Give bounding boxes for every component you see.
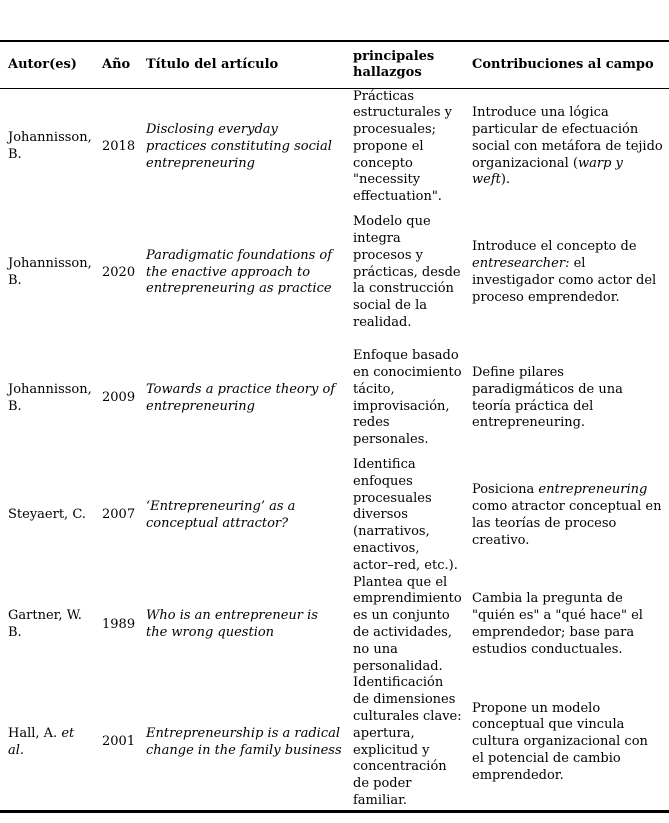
author-cell: Hall, A. et al. [8, 725, 75, 758]
author-cell: Gartner, W. B. [8, 608, 82, 641]
title-cell: ‘Entrepreneuring’ as a conceptual attractor? [146, 499, 296, 531]
title-cell: Entrepreneurship is a radical change in the family business [146, 725, 342, 758]
column-header-year: Año [102, 56, 131, 72]
year-cell: 2009 [102, 390, 136, 406]
findings-cell: Enfoque basado en conocimiento tácito, improvisación, redes personales. [353, 348, 462, 448]
table-row [0, 206, 669, 340]
findings-cell: Modelo que integra procesos y prácticas, desde la construcción social de la realidad. [353, 214, 461, 331]
table-row [0, 340, 669, 457]
year-cell: 2020 [102, 264, 136, 280]
column-header-title: Título del artículo [146, 56, 279, 72]
column-header-author: Autor(es) [8, 56, 77, 72]
table-row [0, 675, 669, 811]
findings-cell: Identifica enfoques procesuales diversos (narrativos, enactivos, actor–red, etc.). [353, 457, 458, 573]
author-cell: Johannisson, B. [8, 130, 92, 163]
title-cell: Who is an entrepreneur is the wrong question [146, 608, 318, 641]
author-cell: Steyaert, C. [8, 507, 86, 523]
table-row [0, 457, 669, 575]
author-cell: Johannisson, B. [8, 381, 92, 414]
title-cell: Towards a practice theory of entrepreneuring [146, 381, 336, 414]
column-header-contributions: Contribuciones al campo [472, 56, 654, 72]
contribution-cell: Introduce el concepto de entresearcher: el investigador como actor del proceso emprendedor. [472, 239, 657, 305]
author-cell: Johannisson, B. [8, 256, 92, 289]
year-cell: 2001 [102, 734, 136, 750]
articles-table [0, 40, 669, 813]
findings-cell: Identificación de dimensiones culturales clave: apertura, explicitud y concentración de poder familiar. [353, 675, 462, 809]
title-cell: Paradigmatic foundations of the enactive approach to entrepreneuring as practice [146, 247, 333, 297]
table-row [0, 575, 669, 676]
table-body [0, 88, 669, 811]
contribution-cell: Propone un modelo conceptual que vincula cultura organizacional con el potencial de cambio emprendedor. [472, 700, 648, 783]
year-cell: 2018 [102, 138, 136, 154]
table-header [0, 41, 669, 88]
contribution-cell: Posiciona entrepreneuring como atractor conceptual en las teorías de proceso creativo. [472, 482, 662, 548]
findings-cell: Plantea que el emprendimiento es un conjunto de actividades, no una personalidad. [353, 574, 462, 674]
contribution-cell: Introduce una lógica particular de efectuación social con metáfora de tejido organizacional (warp y weft). [472, 105, 663, 188]
table-row [0, 88, 669, 206]
header-row [0, 41, 669, 88]
findings-cell: Prácticas estructurales y procesuales; propone el concepto "necessity effectuation". [353, 88, 453, 205]
year-cell: 2007 [102, 507, 136, 523]
title-cell: Disclosing everyday practices constituting social entrepreneuring [146, 122, 332, 171]
column-header-findings: principales hallazgos [353, 48, 435, 80]
year-cell: 1989 [102, 616, 136, 632]
contribution-cell: Cambia la pregunta de "quién es" a "qué hace" el emprendedor; base para estudios conductuales. [472, 591, 643, 657]
contribution-cell: Define pilares paradigmáticos de una teoría práctica del entrepreneuring. [472, 364, 623, 431]
